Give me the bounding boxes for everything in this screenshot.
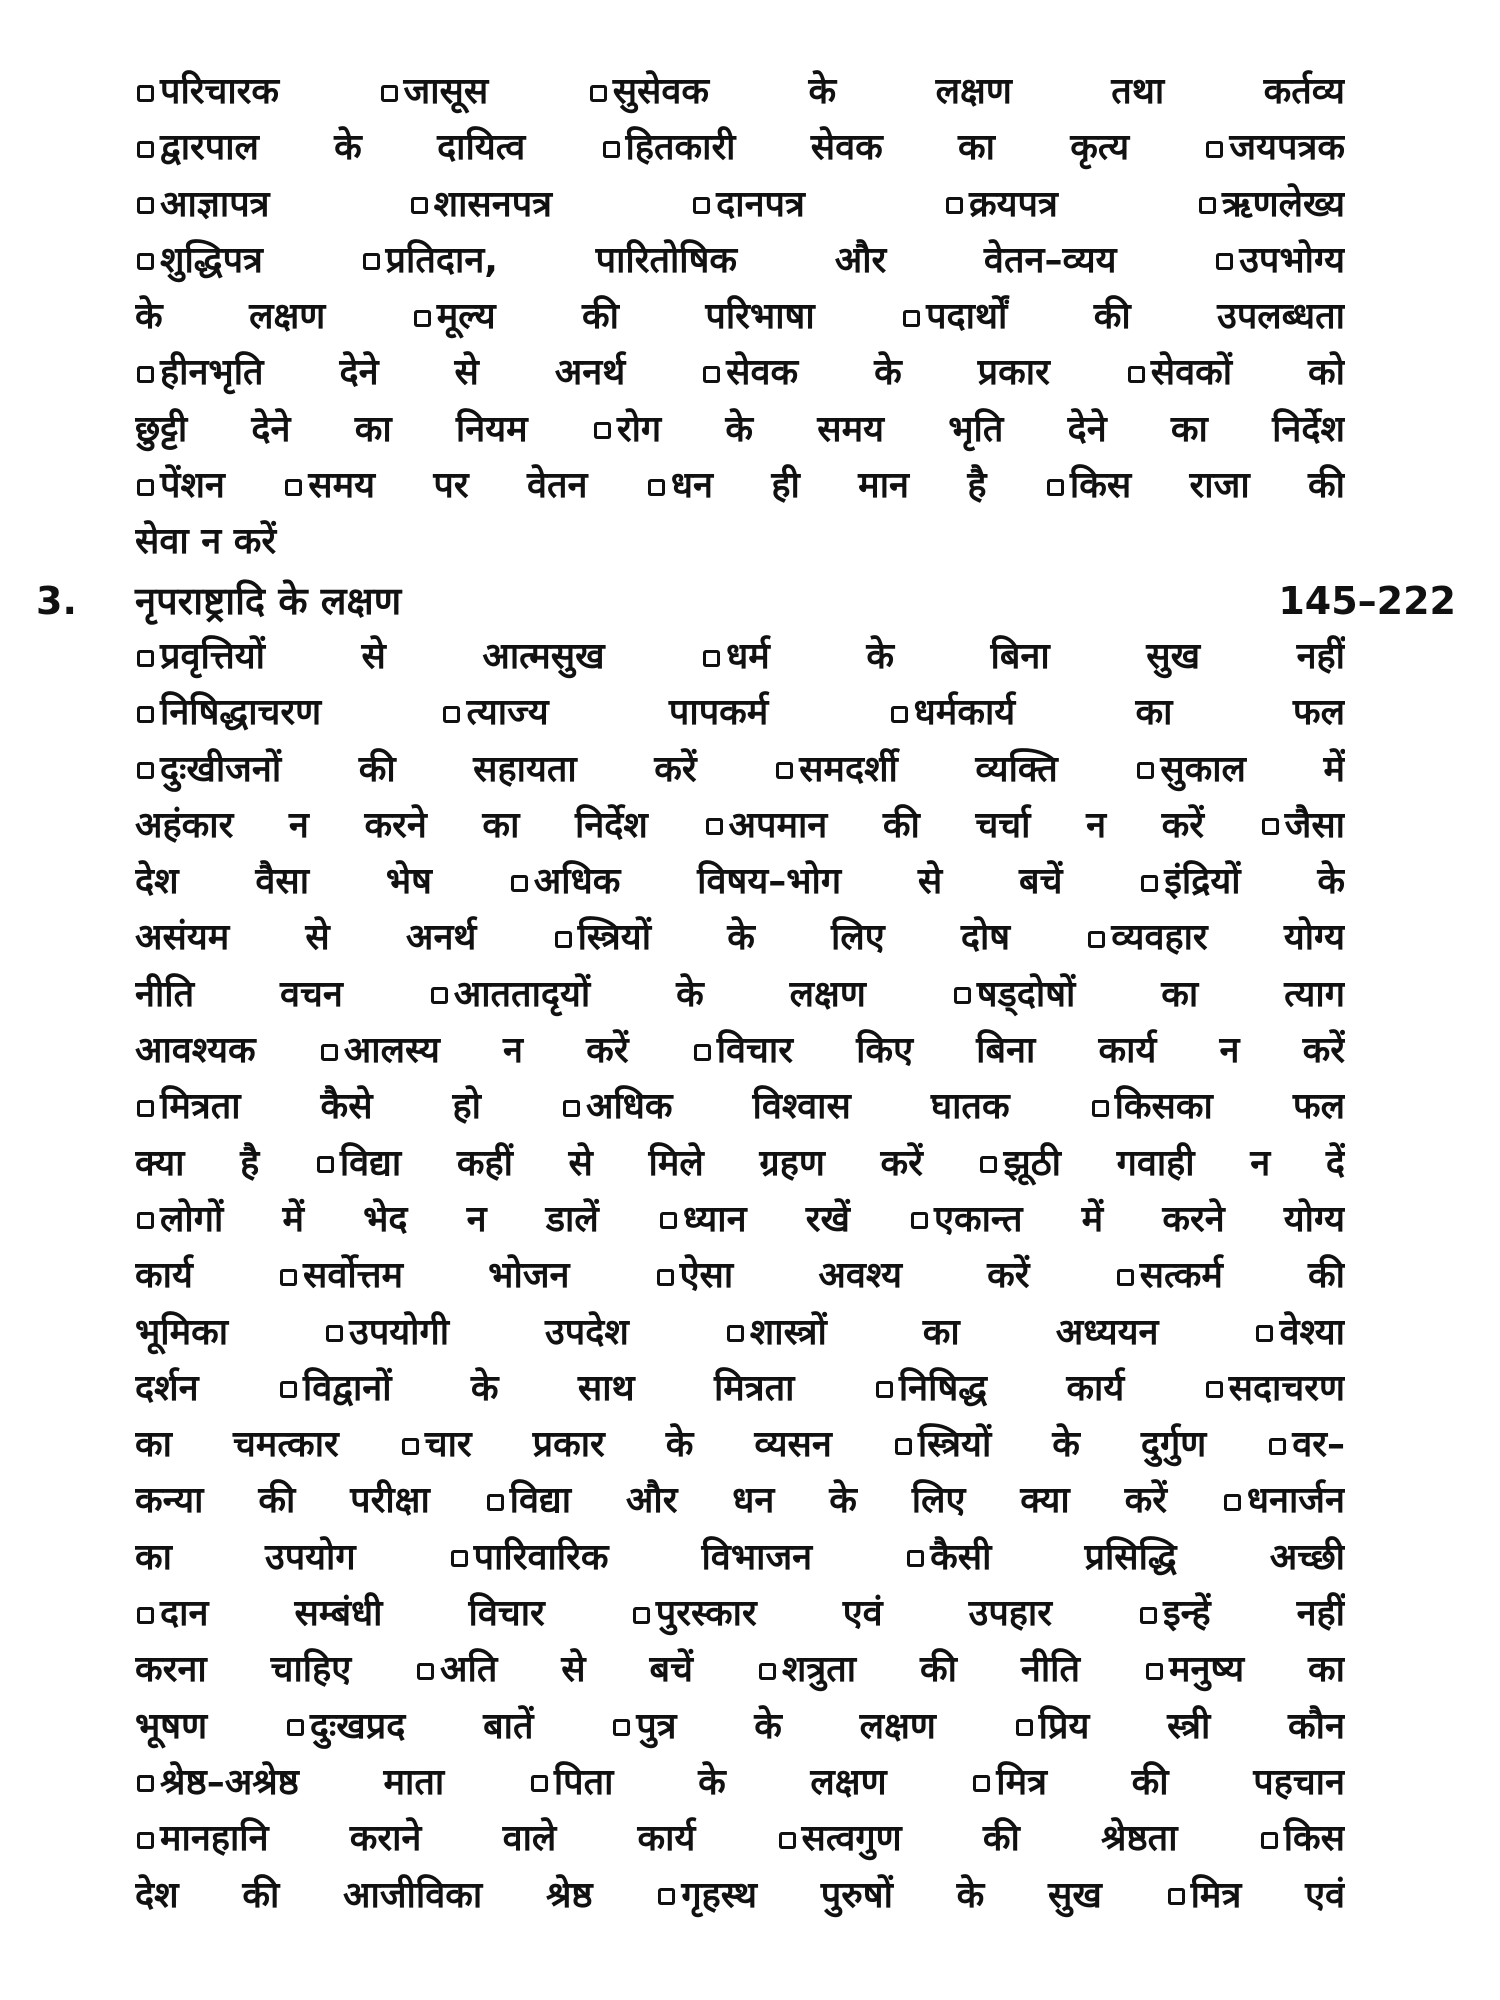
topic-text: के लक्षण	[135, 296, 412, 338]
checkbox-bullet-icon	[660, 1212, 677, 1229]
topic-text: सदाचरण	[1228, 1367, 1345, 1409]
checkbox-bullet-icon	[137, 1100, 154, 1117]
topic-text: विद्वानों के साथ मित्रता	[302, 1367, 874, 1409]
topic-text: विद्या कहीं से मिले ग्रहण करें	[339, 1142, 979, 1184]
checkbox-bullet-icon	[402, 1438, 419, 1455]
topic-text: पदार्थों की उपलब्धता	[926, 296, 1345, 338]
topic-text: सेवा न करें	[135, 521, 277, 563]
checkbox-bullet-icon	[137, 1212, 154, 1229]
checkbox-bullet-icon	[137, 253, 154, 270]
topic-line	[135, 1755, 1345, 1811]
topic-text: छुट्टी देने का नियम	[135, 408, 592, 450]
topic-line	[135, 967, 1345, 1023]
topic-text: कन्या की परीक्षा	[135, 1480, 485, 1522]
topic-text: शासनपत्र	[433, 183, 692, 225]
topic-text: दान सम्बंधी विचार	[160, 1593, 631, 1635]
chapter-topics	[135, 629, 1345, 1924]
topic-text: जैसा	[1284, 804, 1345, 846]
topic-text: मनुष्य का	[1168, 1649, 1345, 1691]
chapter-page-range: 145–222	[1278, 579, 1456, 623]
topic-text: सुकाल में	[1160, 748, 1345, 790]
topic-text: क्रयपत्र	[968, 183, 1197, 225]
checkbox-bullet-icon	[137, 706, 154, 723]
topic-line	[135, 1079, 1345, 1135]
topic-text: ऐसा अवश्य करें	[679, 1255, 1115, 1297]
topic-text: व्यवहार योग्य	[1111, 917, 1345, 959]
topic-line	[135, 910, 1345, 966]
checkbox-bullet-icon	[285, 479, 302, 496]
topic-line	[135, 120, 1345, 176]
topic-text: किस	[1283, 1818, 1345, 1860]
topic-text: जासूस	[403, 71, 588, 112]
topic-text: सत्कर्म की	[1139, 1255, 1345, 1297]
topic-text: मूल्य की परिभाषा	[436, 296, 902, 338]
topic-text: का चमत्कार	[135, 1424, 400, 1466]
topic-line	[135, 1868, 1345, 1924]
checkbox-bullet-icon	[317, 1156, 334, 1173]
topic-text: धर्मकार्य का फल	[913, 692, 1345, 734]
topic-line	[135, 854, 1345, 910]
topic-line	[135, 402, 1345, 458]
topic-text: आलस्य न करें	[343, 1030, 692, 1072]
checkbox-bullet-icon	[954, 987, 971, 1004]
topic-line	[135, 685, 1345, 741]
topic-text: देश वैसा भेष	[135, 861, 509, 903]
topic-text: समदर्शी व्यक्ति	[799, 748, 1136, 790]
checkbox-bullet-icon	[703, 366, 720, 383]
checkbox-bullet-icon	[658, 1888, 675, 1905]
topic-text: स्त्रियों के लिए दोष	[577, 917, 1087, 959]
topic-text: पिता के लक्षण	[553, 1761, 972, 1803]
topic-text: शुद्धिपत्र	[160, 239, 361, 281]
topic-line	[135, 289, 1345, 345]
topic-text: परिचारक	[160, 71, 379, 112]
chapter-title: नृपराष्ट्रादि के लक्षण	[135, 579, 402, 623]
topic-text: जयपत्रक	[1229, 127, 1345, 169]
checkbox-bullet-icon	[876, 1381, 893, 1398]
checkbox-bullet-icon	[1128, 366, 1145, 383]
checkbox-bullet-icon	[1269, 1438, 1286, 1455]
checkbox-bullet-icon	[137, 479, 154, 496]
topic-line	[135, 1361, 1345, 1417]
checkbox-bullet-icon	[1224, 1494, 1241, 1511]
topic-text: पेंशन	[160, 465, 284, 507]
checkbox-bullet-icon	[363, 253, 380, 270]
checkbox-bullet-icon	[703, 650, 720, 667]
checkbox-bullet-icon	[137, 1607, 154, 1624]
checkbox-bullet-icon	[907, 1550, 924, 1567]
topic-text: धर्म के बिना सुख नहीं	[726, 636, 1345, 677]
checkbox-bullet-icon	[1256, 1325, 1273, 1342]
topic-text: प्रतिदान, पारितोषिक और वेतन–व्यय	[385, 239, 1215, 281]
topic-text: पारिवारिक विभाजन	[473, 1536, 906, 1578]
chapter-number: 3.	[36, 579, 77, 623]
checkbox-bullet-icon	[1141, 875, 1158, 892]
topic-line	[135, 345, 1345, 401]
checkbox-bullet-icon	[137, 762, 154, 779]
checkbox-bullet-icon	[487, 1494, 504, 1511]
topic-text: वर–	[1292, 1424, 1345, 1466]
checkbox-bullet-icon	[555, 931, 572, 948]
topic-text: आज्ञापत्र	[160, 183, 409, 225]
checkbox-bullet-icon	[1137, 762, 1154, 779]
checkbox-bullet-icon	[531, 1775, 548, 1792]
topic-line	[135, 1136, 1345, 1192]
topic-text: भूमिका	[135, 1311, 325, 1353]
checkbox-bullet-icon	[321, 1044, 338, 1061]
topic-text: का उपयोग	[135, 1536, 449, 1578]
checkbox-bullet-icon	[1140, 1607, 1157, 1624]
topic-line	[135, 1192, 1345, 1248]
checkbox-bullet-icon	[443, 706, 460, 723]
topic-line	[135, 742, 1345, 798]
topic-text: विद्या और धन के लिए क्या करें	[509, 1480, 1222, 1522]
topic-text: सत्वगुण की श्रेष्ठता	[801, 1818, 1259, 1860]
topic-text: विचार किए बिना कार्य न करें	[716, 1030, 1345, 1072]
topic-text: सेवकों को	[1150, 352, 1345, 394]
checkbox-bullet-icon	[759, 1663, 776, 1680]
topic-text: करना चाहिए	[135, 1649, 416, 1691]
checkbox-bullet-icon	[633, 1607, 650, 1624]
checkbox-bullet-icon	[411, 197, 428, 214]
checkbox-bullet-icon	[137, 141, 154, 158]
checkbox-bullet-icon	[594, 422, 611, 439]
topic-line	[135, 1586, 1345, 1642]
topic-text: दुःखीजनों की सहायता करें	[160, 748, 775, 790]
topic-text: उपयोगी उपदेश	[349, 1311, 725, 1353]
topic-text: अहंकार न करने का निर्देश	[135, 804, 704, 846]
topic-text: हीनभृति देने से अनर्थ	[160, 352, 702, 394]
topic-text: सुसेवक के लक्षण तथा कर्तव्य	[612, 71, 1345, 112]
checkbox-bullet-icon	[326, 1325, 343, 1342]
checkbox-bullet-icon	[973, 1775, 990, 1792]
checkbox-bullet-icon	[657, 1269, 674, 1286]
topic-text: षड्दोषों का त्याग	[976, 973, 1345, 1015]
topic-text: उपभोग्य	[1239, 239, 1345, 281]
checkbox-bullet-icon	[280, 1269, 297, 1286]
checkbox-bullet-icon	[911, 1212, 928, 1229]
topic-text: मित्र की पहचान	[996, 1761, 1345, 1803]
checkbox-bullet-icon	[1047, 479, 1064, 496]
topic-line	[135, 1530, 1345, 1586]
checkbox-bullet-icon	[381, 85, 398, 102]
checkbox-bullet-icon	[280, 1381, 297, 1398]
topic-text: क्या है	[135, 1142, 315, 1184]
topic-text: नीति वचन	[135, 973, 429, 1015]
topic-line	[135, 1248, 1345, 1304]
topic-text: प्रवृत्तियों से आत्मसुख	[160, 636, 702, 677]
topic-text: कैसी प्रसिद्धि अच्छी	[930, 1536, 1345, 1578]
topic-text: दुःखप्रद बातें	[309, 1705, 612, 1747]
topic-text: अधिक विषय–भोग से बचें	[533, 861, 1140, 903]
checkbox-bullet-icon	[137, 650, 154, 667]
checkbox-bullet-icon	[1146, 1663, 1163, 1680]
topic-text: भूषण	[135, 1705, 285, 1747]
topic-text: धनार्जन	[1246, 1480, 1345, 1522]
topic-text: देश की आजीविका श्रेष्ठ	[135, 1874, 657, 1916]
topic-line	[135, 233, 1345, 289]
topic-text: ऋणलेख्य	[1221, 183, 1345, 225]
topic-text: इंद्रियों के	[1164, 861, 1345, 903]
topic-text: पुरस्कार एवं उपहार	[655, 1593, 1138, 1635]
topic-text: किस राजा की	[1069, 465, 1345, 507]
topic-line	[135, 1417, 1345, 1473]
checkbox-bullet-icon	[1117, 1269, 1134, 1286]
checkbox-bullet-icon	[779, 1832, 796, 1849]
checkbox-bullet-icon	[1261, 1832, 1278, 1849]
topic-text: अति से बचें	[440, 1649, 757, 1691]
topic-text: स्त्रियों के दुर्गुण	[917, 1424, 1268, 1466]
checkbox-bullet-icon	[431, 987, 448, 1004]
checkbox-bullet-icon	[946, 197, 963, 214]
checkbox-bullet-icon	[1168, 1888, 1185, 1905]
topic-text: एकान्त में करने योग्य	[934, 1198, 1345, 1240]
checkbox-bullet-icon	[693, 197, 710, 214]
checkbox-bullet-icon	[895, 1438, 912, 1455]
topic-text: धन ही मान है	[670, 465, 1045, 507]
checkbox-bullet-icon	[776, 762, 793, 779]
topic-text: सेवक के प्रकार	[726, 352, 1126, 394]
topic-text: चार प्रकार के व्यसन	[424, 1424, 893, 1466]
checkbox-bullet-icon	[417, 1663, 434, 1680]
topic-text: ध्यान रखें	[682, 1198, 910, 1240]
previous-section-topics	[135, 64, 1345, 571]
topic-text: इन्हें नहीं	[1163, 1593, 1345, 1635]
checkbox-bullet-icon	[451, 1550, 468, 1567]
checkbox-bullet-icon	[648, 479, 665, 496]
checkbox-bullet-icon	[1206, 141, 1223, 158]
topic-text: द्वारपाल के दायित्व	[160, 127, 601, 169]
topic-text: गृहस्थ पुरुषों के सुख	[681, 1874, 1166, 1916]
checkbox-bullet-icon	[137, 85, 154, 102]
topic-text: असंयम से अनर्थ	[135, 917, 553, 959]
topic-line	[135, 514, 1345, 570]
topic-line	[135, 1305, 1345, 1361]
topic-text: सर्वोत्तम भोजन	[302, 1255, 655, 1297]
topic-text: मित्रता कैसे हो	[160, 1086, 561, 1128]
checkbox-bullet-icon	[1199, 197, 1216, 214]
checkbox-bullet-icon	[137, 1832, 154, 1849]
topic-line	[135, 1473, 1345, 1529]
topic-text: आततादृयों के लक्षण	[453, 973, 952, 1015]
chapter-heading	[0, 573, 1500, 629]
topic-text: मित्र एवं	[1190, 1874, 1345, 1916]
topic-text: निषिद्ध कार्य	[898, 1367, 1204, 1409]
checkbox-bullet-icon	[980, 1156, 997, 1173]
topic-text: रोग के समय भृति देने का निर्देश	[616, 408, 1345, 450]
topic-text: शास्त्रों का अध्ययन	[749, 1311, 1255, 1353]
topic-line	[135, 458, 1345, 514]
topic-text: दर्शन	[135, 1367, 278, 1409]
checkbox-bullet-icon	[1016, 1719, 1033, 1736]
topic-line	[135, 798, 1345, 854]
checkbox-bullet-icon	[137, 1775, 154, 1792]
topic-text: झूठी गवाही न दें	[1003, 1142, 1345, 1184]
topic-text: अपमान की चर्चा न करें	[728, 804, 1260, 846]
topic-text: पुत्र के लक्षण	[636, 1705, 1014, 1747]
topic-text: कार्य	[135, 1255, 278, 1297]
checkbox-bullet-icon	[613, 1719, 630, 1736]
topic-line	[135, 1699, 1345, 1755]
topic-text: त्याज्य पापकर्म	[466, 692, 889, 734]
checkbox-bullet-icon	[563, 1100, 580, 1117]
topic-line	[135, 64, 1345, 120]
checkbox-bullet-icon	[1262, 818, 1279, 835]
topic-line	[135, 629, 1345, 685]
topic-text: निषिद्धाचरण	[160, 692, 442, 734]
topic-text: लोगों में भेद न डालें	[160, 1198, 658, 1240]
checkbox-bullet-icon	[903, 310, 920, 327]
checkbox-bullet-icon	[891, 706, 908, 723]
topic-line	[135, 177, 1345, 233]
topic-text: श्रेष्ठ–अश्रेष्ठ माता	[160, 1761, 529, 1803]
checkbox-bullet-icon	[590, 85, 607, 102]
topic-text: शत्रुता की नीति	[781, 1649, 1144, 1691]
topic-text: हितकारी सेवक का कृत्य	[625, 127, 1205, 169]
topic-text: किसका फल	[1114, 1086, 1345, 1128]
topic-text: प्रिय स्त्री कौन	[1038, 1705, 1345, 1747]
checkbox-bullet-icon	[287, 1719, 304, 1736]
checkbox-bullet-icon	[414, 310, 431, 327]
checkbox-bullet-icon	[1092, 1100, 1109, 1117]
checkbox-bullet-icon	[706, 818, 723, 835]
topic-text: मानहानि कराने वाले कार्य	[160, 1818, 777, 1860]
checkbox-bullet-icon	[1088, 931, 1105, 948]
checkbox-bullet-icon	[1206, 1381, 1223, 1398]
topic-text: अधिक विश्वास घातक	[585, 1086, 1090, 1128]
topic-text: वेश्या	[1279, 1311, 1345, 1353]
topic-line	[135, 1642, 1345, 1698]
checkbox-bullet-icon	[727, 1325, 744, 1342]
topic-text: दानपत्र	[716, 183, 944, 225]
checkbox-bullet-icon	[1216, 253, 1233, 270]
topic-text: आवश्यक	[135, 1030, 319, 1072]
checkbox-bullet-icon	[694, 1044, 711, 1061]
topic-line	[135, 1023, 1345, 1079]
checkbox-bullet-icon	[511, 875, 528, 892]
checkbox-bullet-icon	[137, 366, 154, 383]
topic-line	[135, 1811, 1345, 1867]
topic-text: समय पर वेतन	[308, 465, 646, 507]
checkbox-bullet-icon	[603, 141, 620, 158]
checkbox-bullet-icon	[137, 197, 154, 214]
